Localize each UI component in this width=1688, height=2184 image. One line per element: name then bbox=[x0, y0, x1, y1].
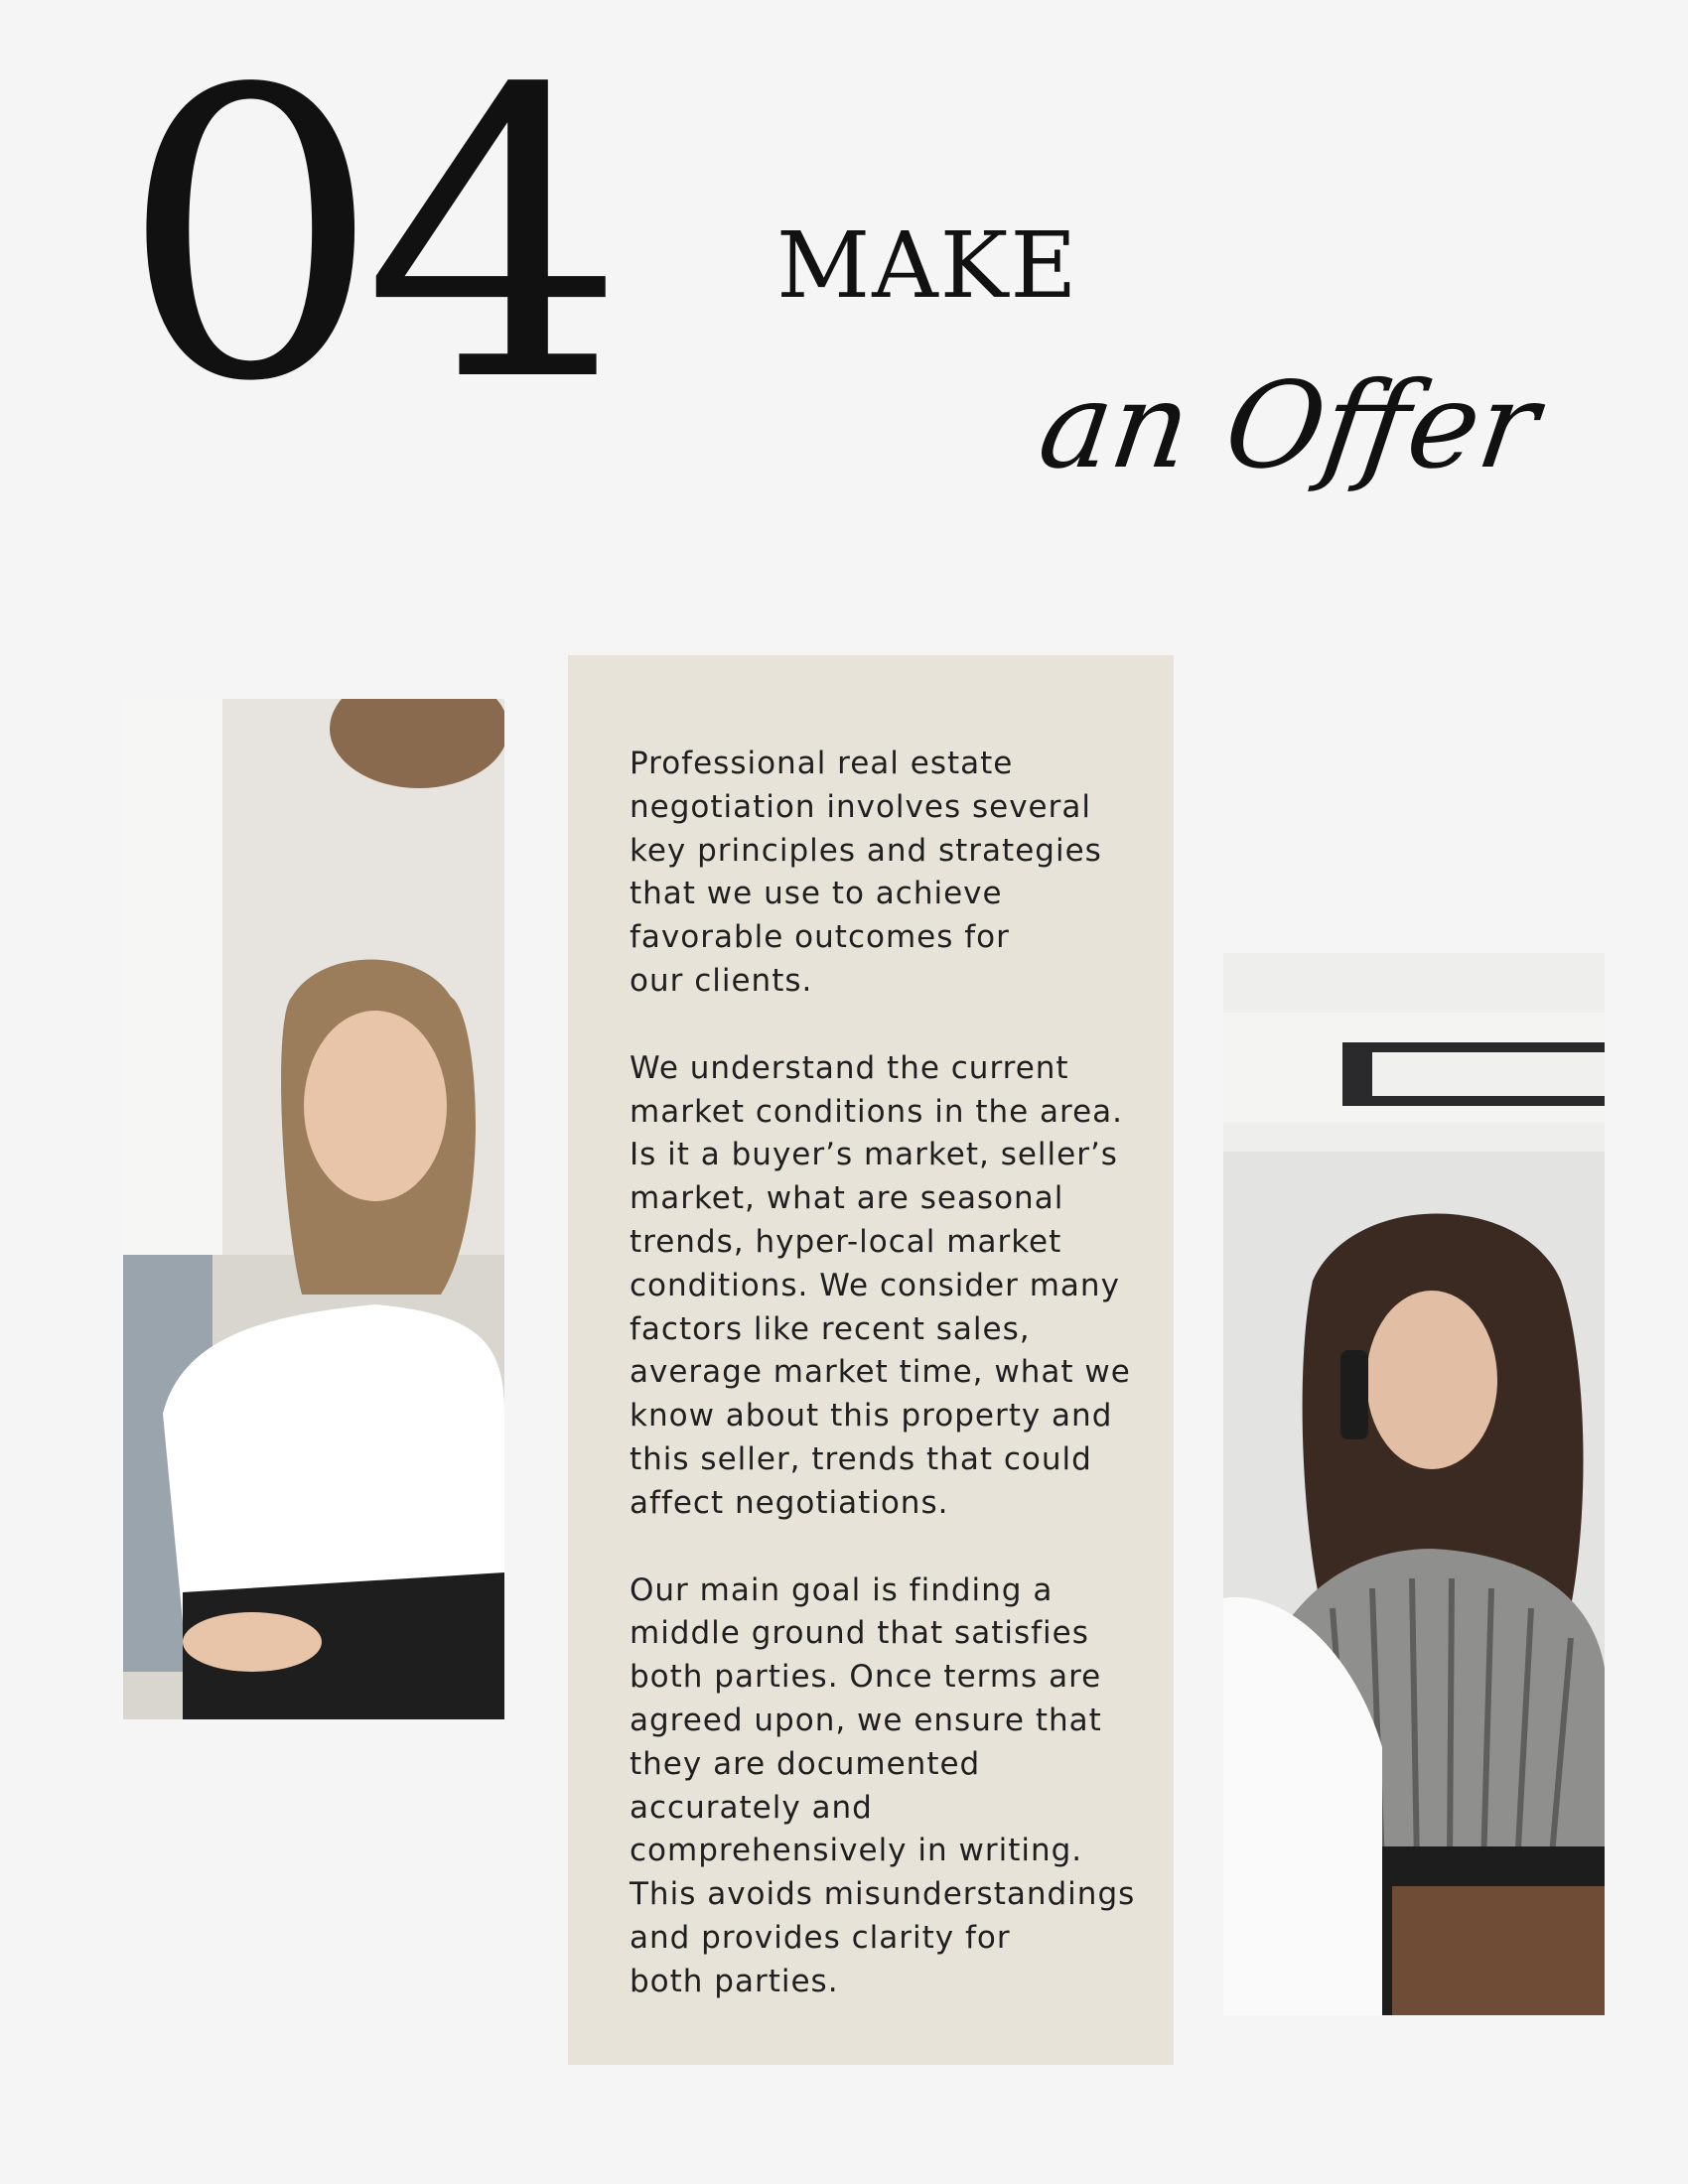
section-title: MAKE bbox=[776, 212, 1079, 319]
paragraph-line: that we use to achieve bbox=[630, 876, 1003, 912]
paragraph-line: factors like recent sales, bbox=[630, 1310, 1031, 1347]
paragraph-line: This avoids misunderstandings bbox=[630, 1876, 1136, 1913]
paragraph-line: Professional real estate bbox=[630, 746, 1014, 781]
paragraph-line: accurately and bbox=[630, 1789, 873, 1826]
paragraph-line: comprehensively in writing. bbox=[630, 1833, 1083, 1869]
paragraph-line: middle ground that satisfies bbox=[630, 1615, 1089, 1652]
paragraph-market-conditions bbox=[630, 1047, 1166, 1526]
paragraph-line: they are documented bbox=[630, 1745, 981, 1782]
paragraph-intro bbox=[630, 743, 1166, 1004]
step-number: 04 bbox=[119, 7, 608, 469]
paragraph-line: affect negotiations. bbox=[630, 1484, 949, 1521]
paragraph-line: Our main goal is finding a bbox=[630, 1571, 1054, 1608]
paragraph-line: market, what are seasonal bbox=[630, 1180, 1064, 1217]
paragraph-line: negotiation involves several bbox=[630, 788, 1091, 825]
paragraph-line: and provides clarity for bbox=[630, 1919, 1011, 1956]
paragraph-line: favorable outcomes for bbox=[630, 919, 1010, 956]
section-subtitle-script: an Offer bbox=[1031, 357, 1547, 495]
paragraph-main-goal bbox=[630, 1570, 1166, 2004]
photo-woman-on-phone-striped-shirt bbox=[1223, 953, 1605, 2015]
photo-smiling-woman-white-top bbox=[123, 699, 504, 1719]
paragraph-line: We understand the current bbox=[630, 1049, 1069, 1086]
paragraph-line: Is it a buyer’s market, seller’s bbox=[630, 1137, 1118, 1173]
paragraph-line: conditions. We consider many bbox=[630, 1267, 1120, 1303]
paragraph-line: key principles and strategies bbox=[630, 832, 1102, 869]
paragraph-line: know about this property and bbox=[630, 1398, 1113, 1434]
paragraph-line: trends, hyper-local market bbox=[630, 1223, 1062, 1260]
paragraph-line: both parties. bbox=[630, 1963, 839, 1999]
text-panel bbox=[568, 655, 1174, 2065]
paragraph-line: agreed upon, we ensure that bbox=[630, 1702, 1102, 1738]
paragraph-line: both parties. Once terms are bbox=[630, 1659, 1102, 1696]
paragraph-line: this seller, trends that could bbox=[630, 1440, 1092, 1477]
paragraph-line: average market time, what we bbox=[630, 1354, 1131, 1391]
paragraph-line: our clients. bbox=[630, 962, 813, 999]
paragraph-line: market conditions in the area. bbox=[630, 1093, 1124, 1130]
